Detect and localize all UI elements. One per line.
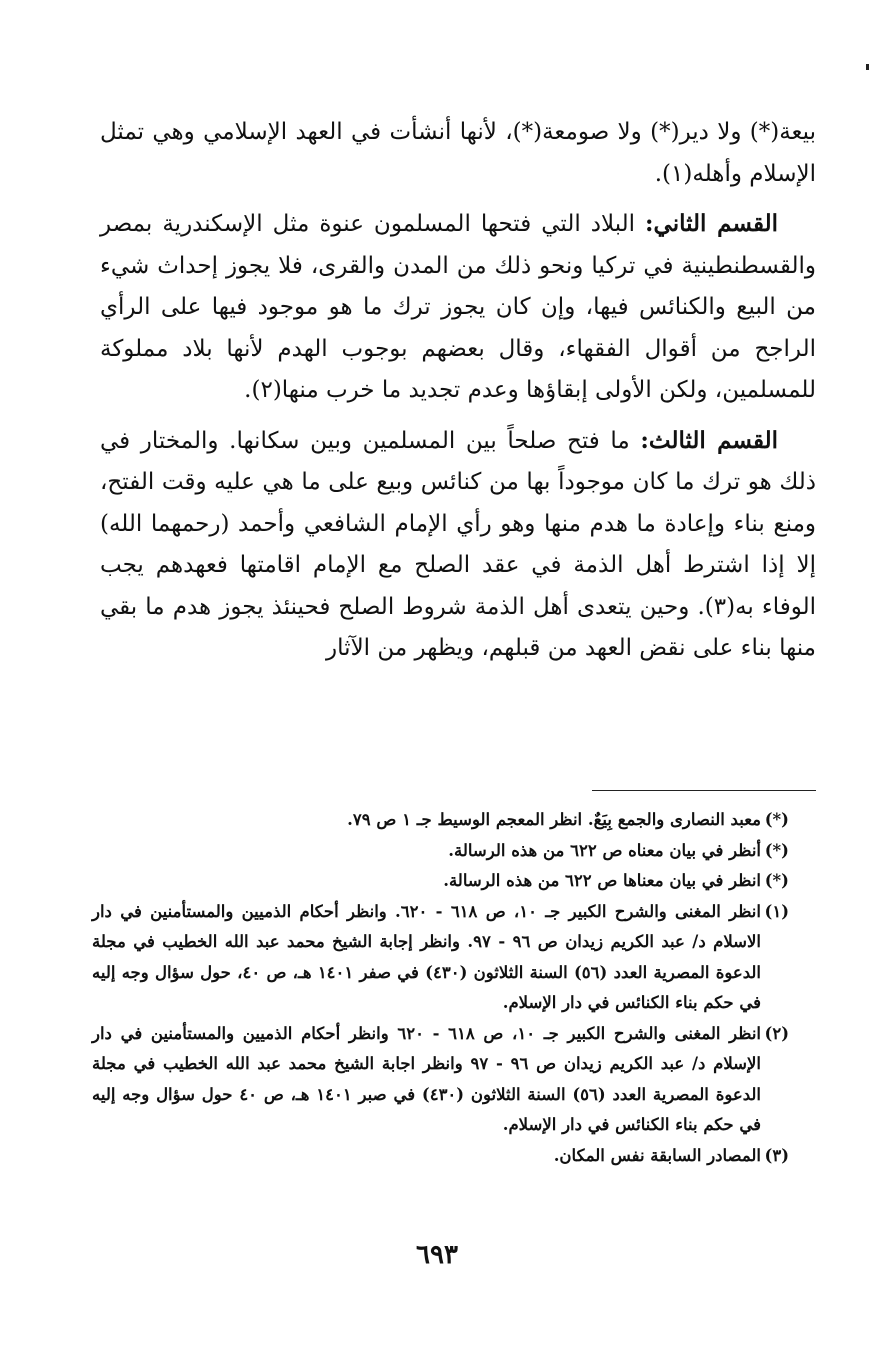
- page-number: ٦٩٣: [416, 1240, 458, 1270]
- footnote: [92, 1141, 789, 1172]
- footnote-text: أنظر في بيان معناه ص ٦٢٢ من هذه الرسالة.: [448, 840, 761, 860]
- paragraph-2-text: البلاد التي فتحها المسلمون عنوة مثل الإسكندرية بمصر والقسطنطينية في تركيا ونحو ذلك من المدن والقرى، فلا يجوز إحداث شيء من البيع والكنائس فيها، وإن كان يجوز ترك ما هو موجود فيها على الرأي الراجح من أقوال الفقهاء، وقال بعضهم بوجوب الهدم لأنها بلاد مملوكة للمسلمين، ولكن الأولى إبقاؤها وعدم تجديد ما خرب منها(٢).: [100, 211, 816, 403]
- footnote-text: معبد النصارى والجمع بِيَعٌ. انظر المعجم الوسيط جـ ١ ص ٧٩.: [347, 810, 761, 829]
- footnote-mark: (*): [764, 871, 789, 890]
- footnote: [92, 1019, 789, 1141]
- footnote-text: انظر في بيان معناها ص ٦٢٢ من هذه الرسالة.: [443, 871, 761, 890]
- footnote-mark: (٣): [764, 1145, 789, 1165]
- footnote: [92, 805, 789, 836]
- footnote-divider: [592, 790, 816, 791]
- footnotes: [92, 805, 789, 1171]
- section-heading-2: القسم الثاني:: [645, 210, 778, 237]
- footnote-text: المصادر السابقة نفس المكان.: [553, 1145, 761, 1165]
- paragraph-1: [100, 112, 816, 195]
- footnote-mark: (١): [764, 901, 789, 921]
- paragraph-2: [100, 203, 816, 412]
- footnote: [92, 836, 789, 867]
- main-text: [100, 112, 816, 670]
- footnote-mark: (*): [764, 810, 789, 829]
- scan-mark: [866, 64, 869, 70]
- footnote-text: انظر المغنى والشرح الكبير جـ ١٠، ص ٦١٨ - ٦٢٠ وانظر أحكام الذميين والمستأمنين في دار الإسلام د/ عبد الكريم زيدان ص ٩٦ - ٩٧ وانظر اجابة الشيخ محمد عبد الله الخطيب في مجلة الدعوة المصرية العدد (٥٦) السنة الثلاثون (٤٣٠) في صبر ١٤٠١ هـ، ص ٤٠ حول سؤال وجه إليه في حكم بناء الكنائس في دار الإسلام.: [92, 1023, 761, 1134]
- footnote-text: انظر المغنى والشرح الكبير جـ ١٠، ص ٦١٨ - ٦٢٠. وانظر أحكام الذميين والمستأمنين في دار الاسلام د/ عبد الكريم زيدان ص ٩٦ - ٩٧. وانظر إجابة الشيخ محمد عبد الله الخطيب في مجلة الدعوة المصرية العدد (٥٦) السنة الثلاثون (٤٣٠) في صفر ١٤٠١ هـ، ص ٤٠، حول سؤال وجه إليه في حكم بناء الكنائس في دار الإسلام.: [92, 901, 761, 1012]
- paragraph-1-text: بيعة(*) ولا دير(*) ولا صومعة(*)، لأنها أنشأت في العهد الإسلامي وهي تمثل الإسلام وأهله(١).: [100, 119, 816, 187]
- paragraph-3: [100, 420, 816, 670]
- section-heading-3: القسم الثالث:: [640, 426, 778, 454]
- footnote: [92, 897, 789, 1019]
- paragraph-3-text: ما فتح صلحاً بين المسلمين وبين سكانها. والمختار في ذلك هو ترك ما كان موجوداً بها من كنائس وبيع على ما هي عليه وقت الفتح، ومنع بناء وإعادة ما هدم منها وهو رأي الإمام الشافعي وأحمد (رحمهما الله) إلا إذا اشترط أهل الذمة في عقد الصلح مع الإمام اقامتها فعهدهم يجب الوفاء به(٣). وحين يتعدى أهل الذمة شروط الصلح فحينئذ يجوز هدم ما بقي منها بناء على نقض العهد من قبلهم، ويظهر من الآثار: [100, 427, 816, 661]
- footnote: [92, 866, 789, 897]
- footnote-mark: (٢): [764, 1023, 789, 1043]
- footnote-mark: (*): [764, 840, 789, 860]
